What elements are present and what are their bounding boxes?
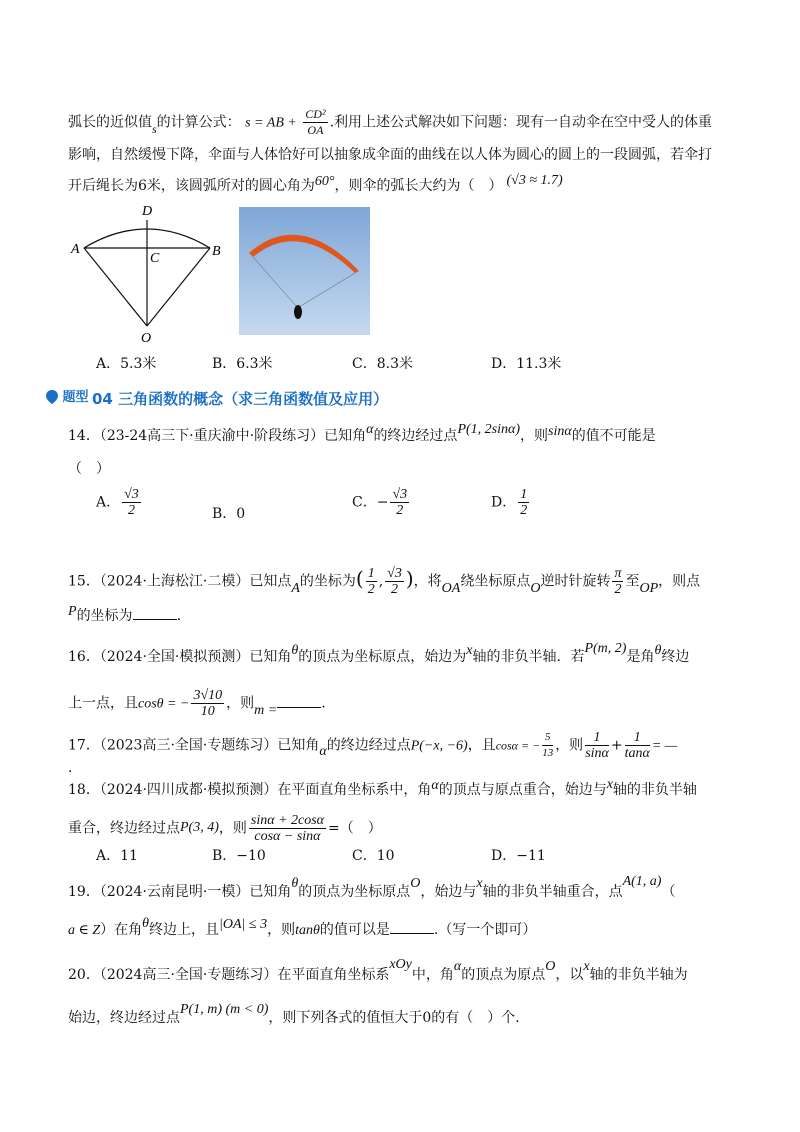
q19-line-2: a ∈ Z）在角θ终边上，且|OA| ≤ 3，则tanθ的值可以是 .（写一个即可） [68, 916, 537, 938]
q13-option-c[interactable]: C．8.3米 [352, 356, 413, 372]
q18-option-c[interactable]: C．10 [352, 848, 395, 864]
q18-stem: 18．（2024·四川成都·模拟预测）在平面直角坐标系中，角α的顶点与原点重合，始边与x轴的非负半轴 [68, 777, 697, 798]
q15-line-2: P的坐标为 . [68, 604, 182, 624]
q14-option-c[interactable]: C．− $\frac{√3}{2}$ [352, 487, 408, 518]
q18-option-d[interactable]: D．−11 [491, 848, 546, 864]
q18-option-a[interactable]: A．11 [96, 848, 138, 864]
sqrt-hint: (√3 ≈ 1.7) [506, 173, 563, 188]
q13-option-a[interactable]: A．5.3米 [96, 356, 157, 372]
q20-line-2: 始边，终边经过点P(1, m) (m < 0)，则下列各式的值恒大于0的有（ ）个. [68, 1002, 520, 1026]
q16-stem: 16．（2024·全国·模拟预测）已知角θ的顶点为坐标原点，始边为x轴的非负半轴．若P(m, 2)是角θ终边 [68, 641, 690, 665]
intro-line-1: 弧长的近似值s的计算公式： s = AB + $\frac{\text{CD²}}{OA}$ .利用上述公式解决如下问题：现有一自动伞在空中受人的体重 [68, 107, 713, 137]
q14-option-d[interactable]: D． $\frac{1}{2}$ [491, 487, 528, 518]
section-header [46, 386, 389, 408]
canopy [249, 235, 359, 273]
q15-stem: 15．（2024·上海松江·二模）已知点A的坐标为( $\frac{1}{2}$ , $\frac{√3}{2}$ )，将OA绕坐标原点O逆时针旋转 $\frac{\pi}{2}$ 至OP，则点 [68, 566, 701, 597]
q19-stem: 19．（2024·云南昆明·一模）已知角θ的顶点为坐标原点O，始边与x轴的非负半轴重合，点A(1, a)（ [68, 874, 676, 900]
formula-lhs: s = AB + [245, 115, 297, 131]
q13-option-b[interactable]: B．6.3米 [212, 356, 273, 372]
label-b: B [212, 244, 221, 259]
q17-stem: 17．（2023高三·全国·专题练习）已知角α的终边经过点P(−x, −6)，且cosα = − $\frac{5}{13}$ ，则 $\frac{1}{\sin\alpha}$ + $\frac{1}{\tan\alpha}$ = — [68, 730, 678, 761]
q14-option-b[interactable]: B．0 [212, 506, 246, 522]
q13-option-d[interactable]: D．11.3米 [491, 356, 562, 372]
q16-answer-blank[interactable] [277, 693, 321, 708]
label-a: A [71, 242, 80, 257]
var-s: s [152, 121, 157, 136]
q19-answer-blank[interactable] [390, 919, 434, 934]
label-o: O [141, 331, 152, 346]
location-pin-icon [46, 390, 58, 404]
q16-line-2: 上一点，且cosθ = − $\frac{3√10}{10}$ ，则m = . [68, 688, 326, 719]
paraglider-illustration [239, 207, 370, 335]
q18-option-b[interactable]: B．−10 [212, 848, 266, 864]
q18-line-2: 重合，终边经过点P(3, 4)，则 $\frac{\sin\alpha + 2\cos\alpha}{\cos\alpha - \sin\alpha}$ =（ ） [68, 813, 382, 844]
formula-fraction: $\frac{\text{CD²}}{OA}$ [305, 107, 326, 137]
section-title: 04 三角函数的概念（求三角函数值及应用） [92, 390, 389, 408]
label-d: D [142, 204, 153, 219]
q14-stem: 14．（23-24高三下·重庆渝中·阶段练习）已知角α的终边经过点P(1, 2sinα)，则sinα的值不可能是 [68, 422, 656, 444]
intro-line-3: 开后绳长为6米，该圆弧所对的圆心角为60°，则伞的弧长大约为（ ） (√3 ≈ 1.7) [68, 173, 563, 194]
intro-line-2: 影响，自然缓慢下降，伞面与人体恰好可以抽象成伞面的曲线在以人体为圆心的圆上的一段圆弧，若伞打 [68, 147, 712, 163]
label-c: C [150, 251, 160, 266]
q20-stem: 20．（2024高三·全国·专题练习）在平面直角坐标系xOy中，角α的顶点为原点O，以x轴的非负半轴为 [68, 957, 688, 983]
radius-oa [84, 248, 147, 326]
pilot [294, 305, 302, 319]
q15-answer-blank[interactable] [133, 605, 177, 620]
q14-paren: （ ） [68, 461, 110, 477]
q14-option-a[interactable]: A． $\frac{√3}{2}$ [96, 487, 139, 518]
q17-dot: . [68, 760, 73, 776]
paraglider-photo [239, 207, 370, 335]
sector-diagram [62, 198, 232, 348]
section-tag: 题型 [62, 390, 89, 405]
